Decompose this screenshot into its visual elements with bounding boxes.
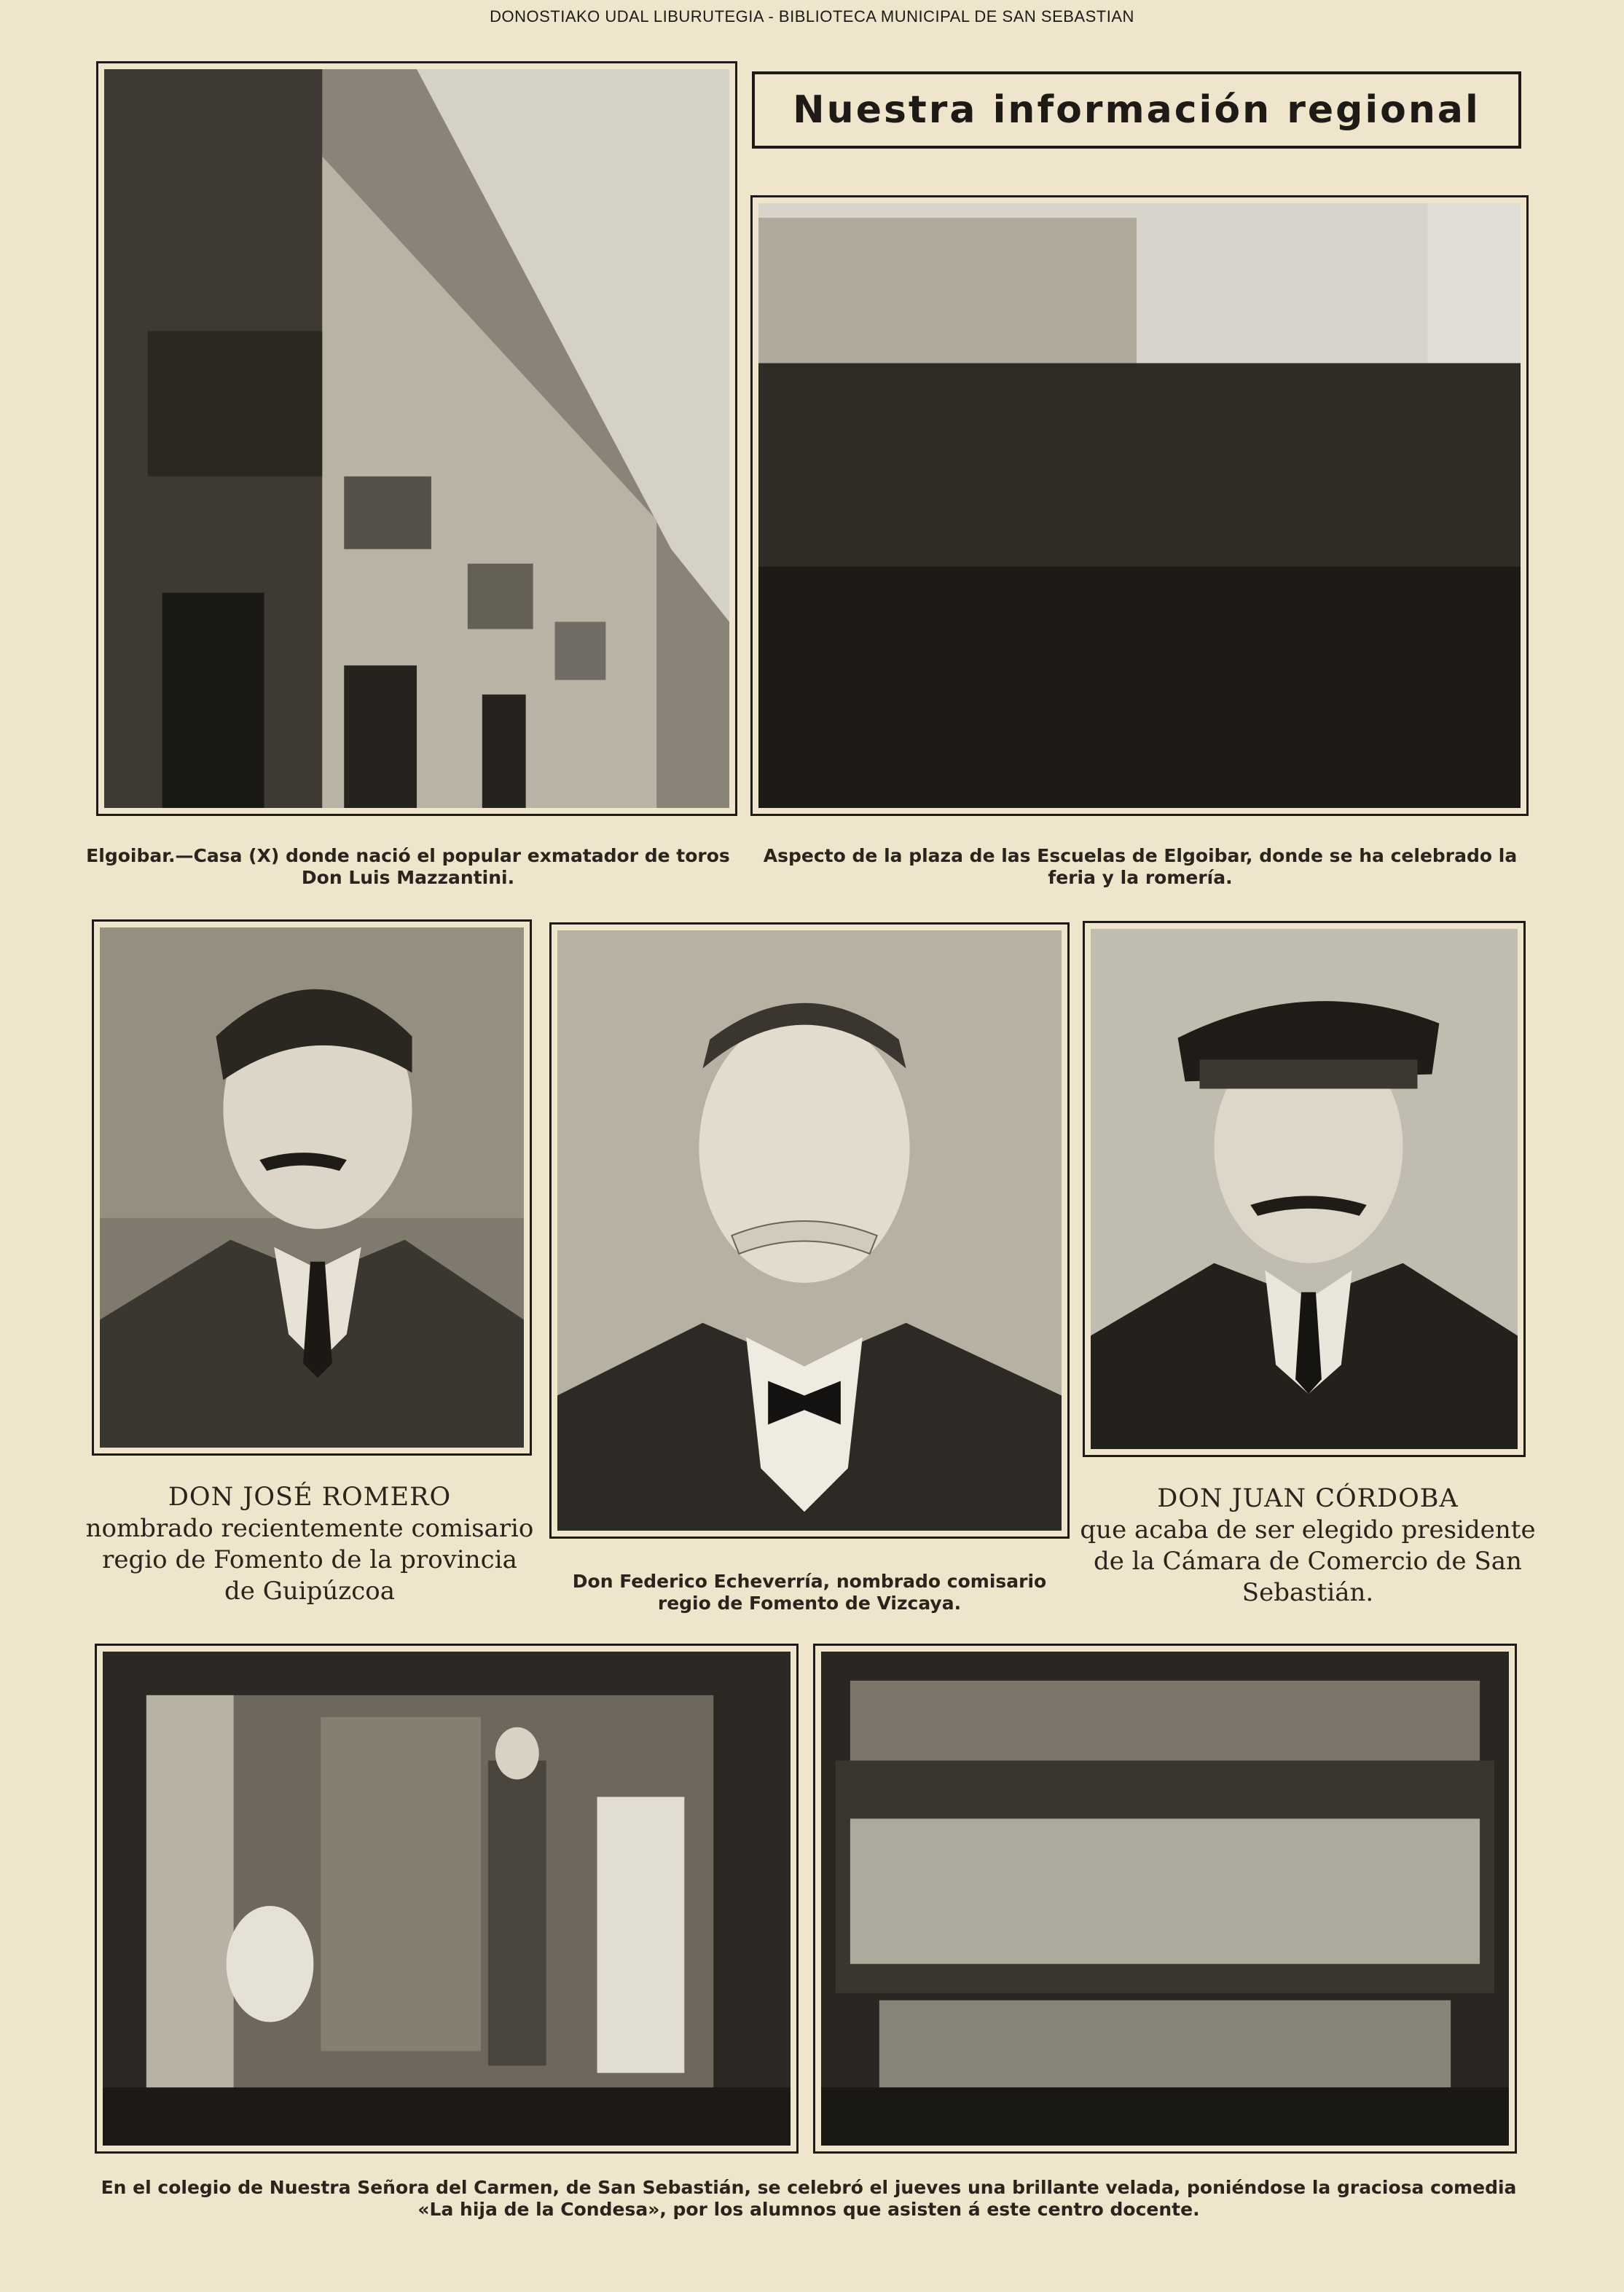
caption-line: nombrado recientemente comisario: [85, 1514, 534, 1543]
caption-line: Don Federico Echeverría, nombrado comisario: [572, 1571, 1047, 1592]
caption-line: «La hija de la Condesa», por los alumnos que asisten á este centro docente.: [417, 2199, 1200, 2220]
caption-plaza: [745, 845, 1536, 889]
section-title: Nuestra información regional: [793, 88, 1480, 132]
photo-cordoba: [1083, 921, 1526, 1457]
cordoba-name: DON JUAN CÓRDOBA: [1157, 1484, 1459, 1513]
romero-portrait: [100, 927, 524, 1448]
caption-colegio: [80, 2177, 1537, 2221]
caption-line: Elgoibar.—Casa (X) donde nació el popular exmatador de toros: [86, 845, 730, 866]
caption-line: Don Luis Mazzantini.: [301, 867, 515, 888]
caption-line: En el colegio de Nuestra Señora del Carmen, de San Sebastián, se celebró el jueves una brillante velada, poniéndose la graciosa comedia: [101, 2177, 1517, 2198]
caption-line: feria y la romería.: [1048, 867, 1233, 888]
caption-cordoba: [1071, 1483, 1545, 1609]
caption-romero: [73, 1482, 546, 1607]
photo-echeverria: [549, 922, 1070, 1539]
photo-elgoibar-house: [96, 61, 737, 816]
romero-name: DON JOSÉ ROMERO: [168, 1483, 452, 1512]
caption-line: que acaba de ser elegido presidente: [1080, 1515, 1536, 1545]
caption-line: regio de Fomento de la provincia: [102, 1545, 517, 1574]
photo-plaza: [750, 195, 1529, 816]
cordoba-portrait: [1091, 929, 1518, 1449]
caption-line: Sebastián.: [1241, 1578, 1374, 1607]
photo-romero: [92, 919, 532, 1456]
street-photo: [104, 69, 729, 808]
section-title-box: [752, 71, 1521, 149]
caption-line: regio de Fomento de Vizcaya.: [657, 1593, 962, 1614]
caption-echeverria: [539, 1571, 1080, 1614]
stage-scene-photo: [103, 1652, 791, 2146]
plaza-crowd-photo: [758, 203, 1521, 808]
caption-line: de la Cámara de Comercio de San: [1094, 1547, 1522, 1576]
photo-stage-scene: [95, 1644, 799, 2154]
library-header: DONOSTIAKO UDAL LIBURUTEGIA - BIBLIOTECA MUNICIPAL DE SAN SEBASTIAN: [490, 7, 1134, 25]
caption-line: de Guipúzcoa: [224, 1577, 395, 1606]
caption-line: Aspecto de la plaza de las Escuelas de Elgoibar, donde se ha celebrado la: [763, 845, 1518, 866]
echeverria-portrait: [557, 930, 1062, 1531]
caption-elgoibar-house: [80, 845, 736, 889]
photo-students-group: [813, 1644, 1517, 2154]
students-group-photo: [821, 1652, 1509, 2146]
